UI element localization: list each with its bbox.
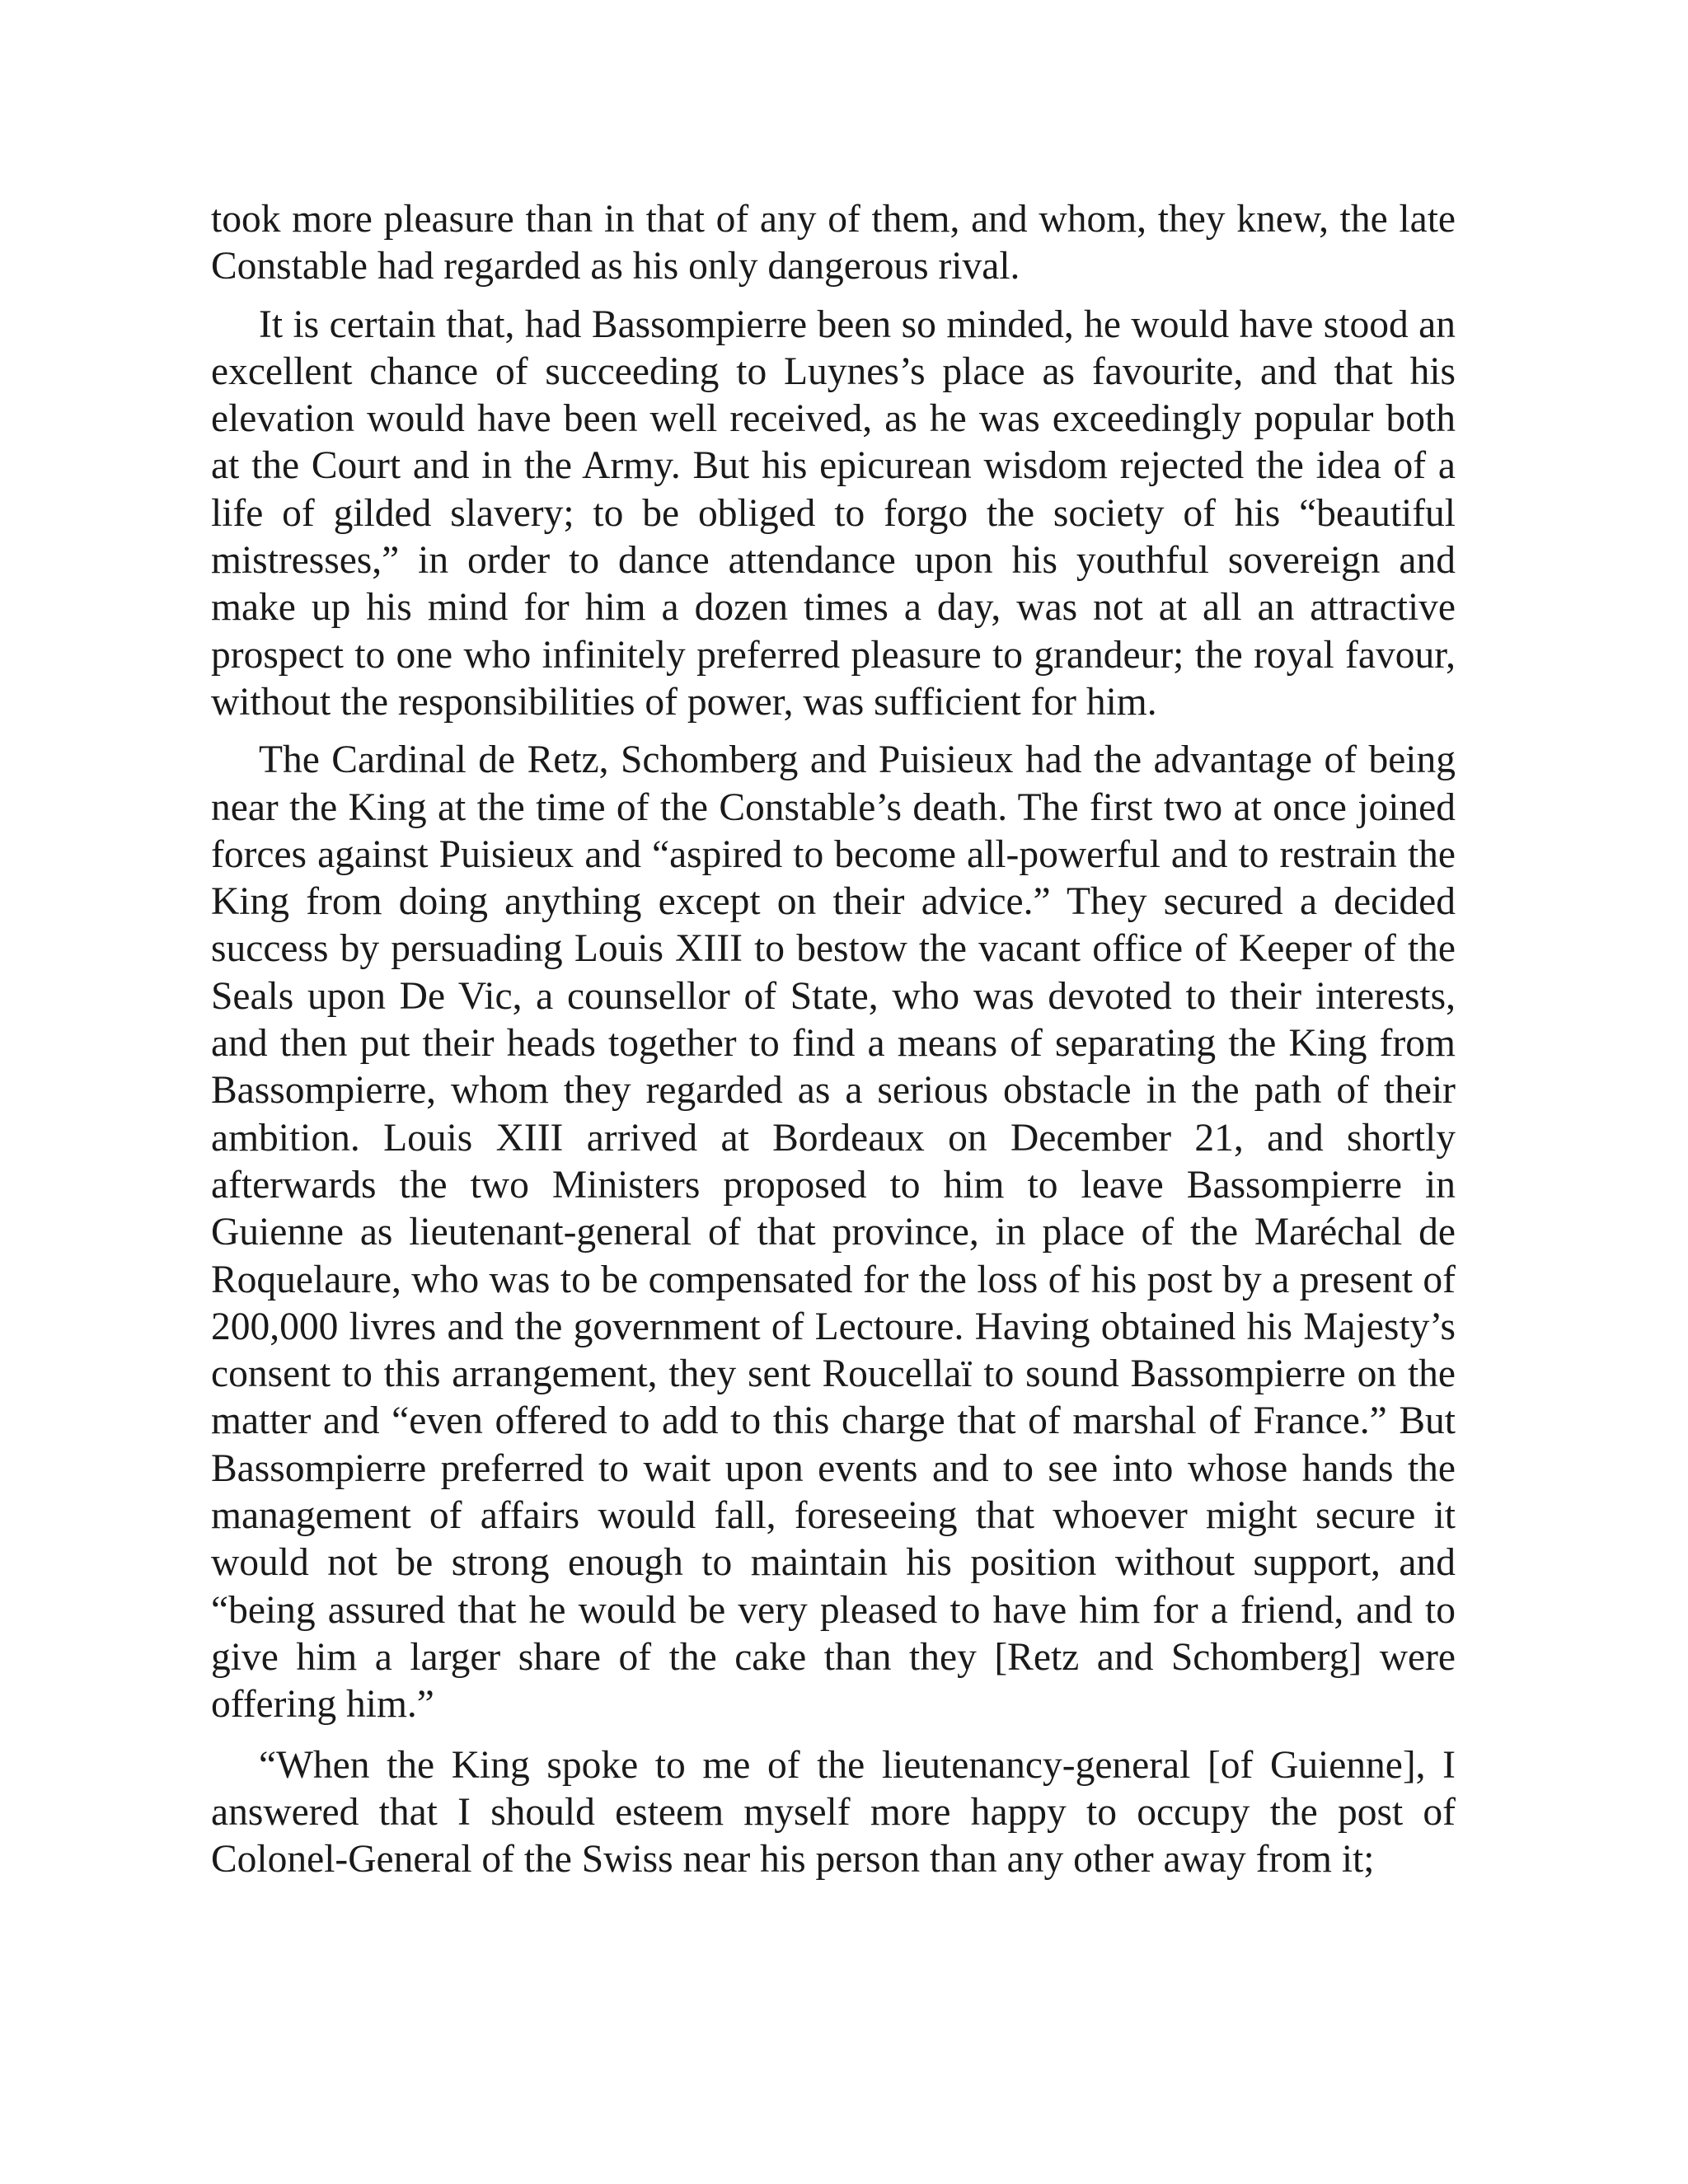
paragraph-cardinal-de-retz: The Cardinal de Retz, Schomberg and Puisieux had the advantage of being near the King at the time of the Constable’s death. The first two at once joined forces against Puisieux and “aspired to become all-powerful and to restrain the King from doing anything except on their advice.” They secured a decided success by persuading Louis XIII to bestow the vacant office of Keeper of the Seals upon De Vic, a counsellor of State, who was devoted to their interests, and then put their heads together to find a means of separating the King from Bassompierre, whom they regarded as a serious obstacle in the path of their ambition. Louis XIII arrived at Bordeaux on December 21, and shortly afterwards the two Ministers proposed to him to leave Bassompierre in Guienne as lieutenant-general of that province, in place of the Maréchal de Roquelaure, who was to be compensated for the loss of his post by a present of 200,000 livres and the government of Lectoure. Having obtained his Majesty’s consent to this arrangement, they sent Roucellaï to sound Bassompierre on the matter and “even offered to add to this charge that of marshal of France.” But Bassompierre preferred to wait upon events and to see into whose hands the management of affairs would fall, foreseeing that whoever might secure it would not be strong enough to maintain his position without support, and “being assured that he would be very pleased to have him for a friend, and to give him a larger share of the cake than they [Retz and Schomberg] were offering him.” bbox=[211, 738, 1456, 1727]
paragraph-quote-lieutenancy: “When the King spoke to me of the lieutenancy-general [of Guienne], I answered that I should esteem myself more happy to occupy the post of Colonel-General of the Swiss near his person than any other away from it; bbox=[211, 1743, 1456, 1882]
paragraph-continuation: took more pleasure than in that of any of them, and whom, they knew, the late Constable had regarded as his only dangerous rival. bbox=[211, 198, 1456, 288]
page-body bbox=[211, 196, 1456, 1894]
paragraph-bassompierre-favour: It is certain that, had Bassompierre been so minded, he would have stood an excellent chance of succeeding to Luynes’s place as favourite, and that his elevation would have been well received, as he was exceedingly popular both at the Court and in the Army. But his epicurean wisdom rejected the idea of a life of gilded slavery; to be obliged to forgo the society of his “beautiful mistresses,” in order to dance attendance upon his youthful sovereign and make up his mind for him a dozen times a day, was not at all an attractive prospect to one who infinitely preferred pleasure to grandeur; the royal favour, without the responsibilities of power, was sufficient for him. bbox=[211, 302, 1456, 724]
